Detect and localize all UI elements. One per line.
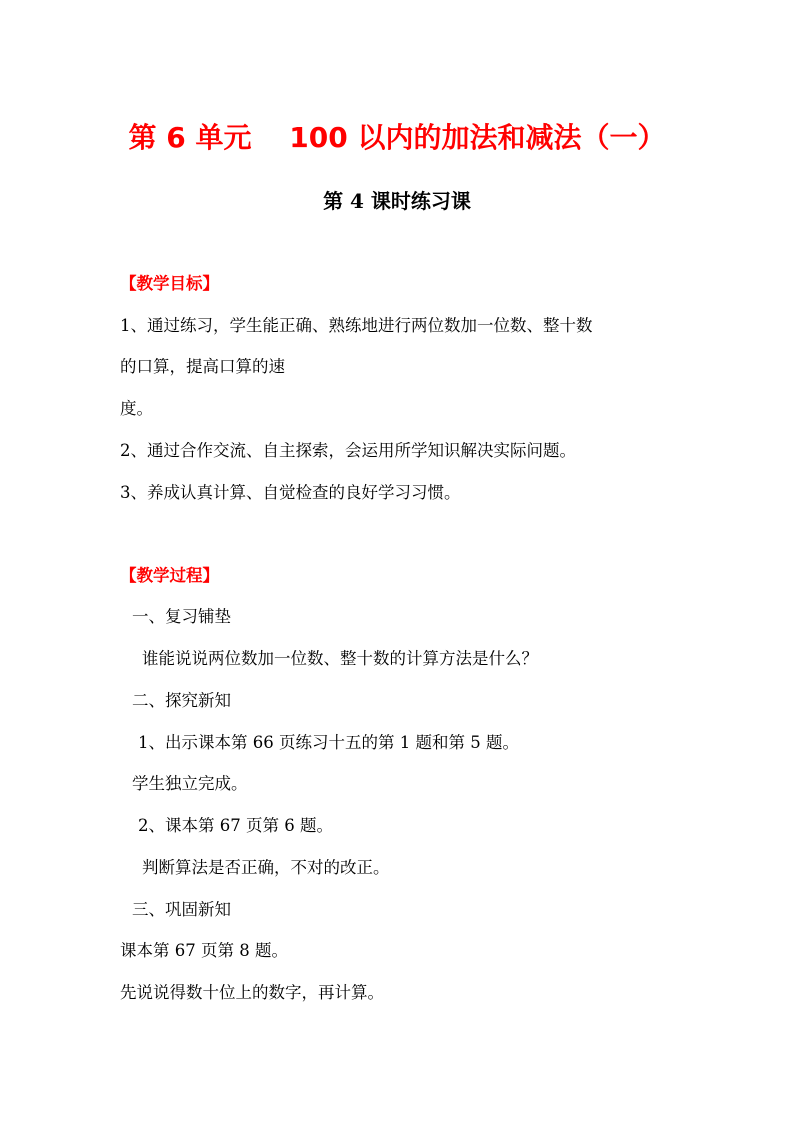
section-1-text: 谁能说说两位数加一位数、整十数的计算方法是什么？: [142, 649, 538, 668]
section-2-title: 二、探究新知: [132, 691, 231, 710]
unit-title: 第 6 单元 100 以内的加法和减法（一）: [128, 121, 666, 154]
section-3-text: 课本第 67 页第 8 题。: [120, 941, 288, 960]
goal-item-2: 2、通过合作交流、自主探索，会运用所学知识解决实际问题。: [120, 441, 576, 460]
goal-item-1-line-3: 度。: [120, 399, 153, 418]
goal-item-3: 3、养成认真计算、自觉检查的良好学习习惯。: [120, 483, 461, 502]
section-2-item-2-note: 判断算法是否正确，不对的改正。: [142, 858, 390, 877]
goal-item-1-line-1: 1、通过练习，学生能正确、熟练地进行两位数加一位数、整十数: [120, 316, 593, 335]
section-2-item-1: 1、出示课本第 66 页练习十五的第 1 题和第 5 题。: [138, 733, 519, 752]
section-3-title: 三、巩固新知: [132, 900, 231, 919]
section-1-title: 一、复习铺垫: [132, 607, 231, 626]
section-2-item-2: 2、课本第 67 页第 6 题。: [138, 816, 333, 835]
section-2-item-1-note: 学生独立完成。: [132, 774, 248, 793]
goal-item-1-line-2: 的口算，提高口算的速: [120, 357, 285, 376]
goals-heading: 【教学目标】: [120, 274, 219, 293]
process-heading: 【教学过程】: [120, 566, 219, 585]
lesson-title: 第 4 课时练习课: [323, 189, 471, 213]
section-3-note: 先说说得数十位上的数字，再计算。: [120, 983, 384, 1002]
